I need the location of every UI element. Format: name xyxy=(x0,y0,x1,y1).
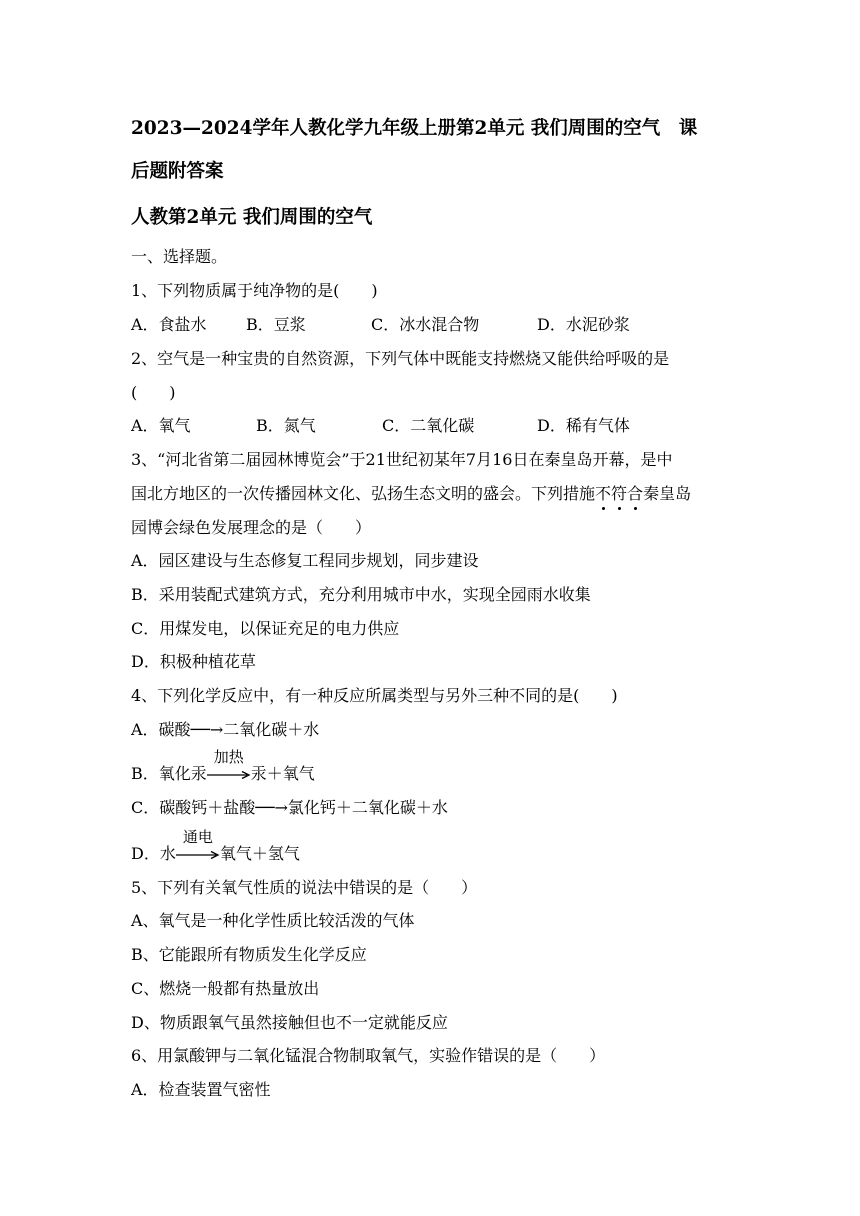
q1-option-a: A．食盐水 xyxy=(131,315,207,334)
q1-stem: 1、下列物质属于纯净物的是( ) xyxy=(131,281,378,300)
q4-option-a: A．碳酸──→二氧化碳＋水 xyxy=(131,720,320,739)
q4-b-reactant: B．氧化汞 xyxy=(131,764,207,783)
emphasis-char: 合 xyxy=(627,484,644,503)
q3-stem-line2-end: 秦皇岛 xyxy=(643,484,692,503)
q2-stem-line2: ( ) xyxy=(131,383,176,402)
emphasis-char: 符 xyxy=(611,484,628,503)
q3-stem-line2 xyxy=(131,484,691,504)
q3-option-c: C．用煤发电，以保证充足的电力供应 xyxy=(131,619,400,638)
q2-option-d: D．稀有气体 xyxy=(537,416,630,435)
unit-heading: 人教第2单元 我们周围的空气 xyxy=(131,207,373,228)
q4-b-products: 汞＋氧气 xyxy=(250,764,315,783)
q4-option-d xyxy=(131,828,300,864)
arrow-right-icon xyxy=(207,770,251,780)
reaction-arrow xyxy=(176,828,220,864)
q4-d-reactant: D．水 xyxy=(131,844,176,863)
q4-option-b xyxy=(131,748,315,784)
q2-option-c: C．二氧化碳 xyxy=(382,416,475,435)
doc-title-line2: 后题附答案 xyxy=(131,161,224,182)
q3-option-a: A．园区建设与生态修复工程同步规划，同步建设 xyxy=(131,551,479,570)
q5-stem: 5、下列有关氧气性质的说法中错误的是（ ） xyxy=(131,878,478,897)
q3-stem-line3: 园博会绿色发展理念的是（ ） xyxy=(131,518,372,537)
q5-option-b: B、它能跟所有物质发生化学反应 xyxy=(131,945,367,964)
q6-option-a: A．检查装置气密性 xyxy=(131,1080,271,1099)
q4-option-c: C．碳酸钙＋盐酸──→氯化钙＋二氧化碳＋水 xyxy=(131,798,448,817)
section-heading: 一、选择题。 xyxy=(131,247,228,266)
q3-option-b: B．采用装配式建筑方式，充分利用城市中水，实现全园雨水收集 xyxy=(131,585,591,604)
q5-option-d: D、物质跟氧气虽然接触但也不一定就能反应 xyxy=(131,1013,448,1032)
q2-stem-line1: 2、空气是一种宝贵的自然资源，下列气体中既能支持燃烧又能供给呼吸的是 xyxy=(131,349,670,368)
q4-d-products: 氧气＋氢气 xyxy=(219,844,300,863)
q2-option-b: B．氮气 xyxy=(256,416,316,435)
arrow-right-icon xyxy=(176,850,220,860)
q1-option-b: B．豆浆 xyxy=(246,315,306,334)
reaction-condition: 加热 xyxy=(213,748,244,766)
emphasis-char: 不 xyxy=(595,484,612,503)
q3-stem-line1: 3、“河北省第二届园林博览会”于21世纪初某年7月16日在秦皇岛开幕，是中 xyxy=(131,450,673,469)
q1-option-d: D．水泥砂浆 xyxy=(537,315,630,334)
q1-option-c: C．冰水混合物 xyxy=(371,315,480,334)
q3-stem-line2-start: 国北方地区的一次传播园林文化、弘扬生态文明的盛会。下列措施 xyxy=(131,484,596,503)
q2-option-a: A．氧气 xyxy=(131,416,191,435)
reaction-arrow xyxy=(207,748,251,784)
q5-option-c: C、燃烧一般都有热量放出 xyxy=(131,979,320,998)
q4-stem: 4、下列化学反应中，有一种反应所属类型与另外三种不同的是( ) xyxy=(131,686,618,705)
q5-option-a: A、氧气是一种化学性质比较活泼的气体 xyxy=(131,911,415,930)
doc-title-line1: 2023—2024学年人教化学九年级上册第2单元 我们周围的空气 课 xyxy=(131,118,698,139)
reaction-condition: 通电 xyxy=(182,828,213,846)
q3-option-d: D．积极种植花草 xyxy=(131,652,256,671)
q6-stem: 6、用氯酸钾与二氧化锰混合物制取氧气，实验作错误的是（ ） xyxy=(131,1046,606,1065)
